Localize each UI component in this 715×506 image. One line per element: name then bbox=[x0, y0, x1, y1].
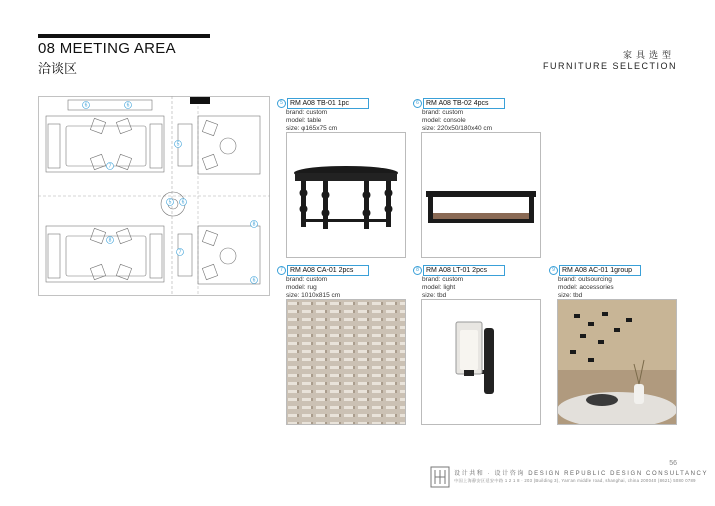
item-code: RM A08 TB-01 1pc bbox=[287, 98, 369, 109]
item-badge: 7 bbox=[277, 266, 286, 275]
page-title: 08 MEETING AREA bbox=[38, 40, 176, 57]
item-brand: brand: custom bbox=[422, 276, 464, 283]
plan-marker-label: 7 bbox=[178, 249, 182, 256]
item-model: model: rug bbox=[286, 284, 317, 291]
item-model: model: light bbox=[422, 284, 456, 291]
item-brand: brand: outsourcing bbox=[558, 276, 612, 283]
item-brand: brand: custom bbox=[286, 109, 328, 116]
item-accessories bbox=[549, 265, 641, 300]
plan-marker-label: 8 bbox=[252, 221, 256, 228]
accessories-image bbox=[557, 299, 677, 425]
item-light bbox=[413, 265, 505, 300]
item-badge: 9 bbox=[549, 266, 558, 275]
item-code: RM A08 TB-02 4pcs bbox=[423, 98, 505, 109]
round-table-image bbox=[286, 132, 406, 258]
console-image bbox=[421, 132, 541, 258]
item-size: size: tbd bbox=[422, 292, 447, 299]
plan-marker-label: 8 bbox=[108, 237, 112, 244]
item-code: RM A08 CA-01 2pcs bbox=[287, 265, 369, 276]
item-size: size: tbd bbox=[558, 292, 583, 299]
item-size: size: 1010x815 cm bbox=[286, 292, 341, 299]
plan-marker-label: 5 bbox=[168, 199, 172, 206]
plan-marker-label: 6 bbox=[126, 102, 130, 109]
item-size: size: 220x50/180x40 cm bbox=[422, 125, 493, 132]
item-table bbox=[277, 98, 369, 133]
page-subtitle: 洽谈区 bbox=[38, 61, 78, 76]
company-logo bbox=[430, 466, 450, 488]
company-name: 设计共和 · 设计咨询 DESIGN REPUBLIC DESIGN CONSULTANCY bbox=[454, 471, 709, 477]
item-code: RM A08 AC-01 1group bbox=[559, 265, 641, 276]
item-console bbox=[413, 98, 505, 133]
company-address: 中国上海静安区延安中路 1 2 1 8 · 203 (Building 3), Yan'an middle road, shanghai, china 200040 (8621) 5080 0789 bbox=[454, 478, 696, 483]
plan-marker-label: 6 bbox=[252, 277, 256, 284]
plan-marker-label: 7 bbox=[108, 163, 112, 170]
plan-marker-label: 6 bbox=[181, 199, 185, 206]
item-code: RM A08 LT-01 2pcs bbox=[423, 265, 505, 276]
section-title-cn: 家具选型 bbox=[622, 50, 675, 60]
wall-light-image bbox=[421, 299, 541, 425]
item-badge: 8 bbox=[413, 266, 422, 275]
item-badge: 5 bbox=[277, 99, 286, 108]
item-size: size: φ165x75 cm bbox=[286, 125, 338, 132]
item-model: model: console bbox=[422, 117, 466, 124]
rug-image bbox=[286, 299, 406, 425]
page-number: 56 bbox=[669, 460, 677, 467]
section-title-en: FURNITURE SELECTION bbox=[542, 61, 677, 71]
plan-marker-label: 5 bbox=[176, 141, 180, 148]
item-model: model: accessories bbox=[558, 284, 614, 291]
item-brand: brand: custom bbox=[422, 109, 464, 116]
item-rug bbox=[277, 265, 369, 300]
item-brand: brand: custom bbox=[286, 276, 328, 283]
floor-plan bbox=[38, 96, 270, 296]
title-rule bbox=[38, 34, 210, 38]
item-badge: 6 bbox=[413, 99, 422, 108]
item-model: model: table bbox=[286, 117, 322, 124]
plan-marker-label: 6 bbox=[84, 102, 88, 109]
